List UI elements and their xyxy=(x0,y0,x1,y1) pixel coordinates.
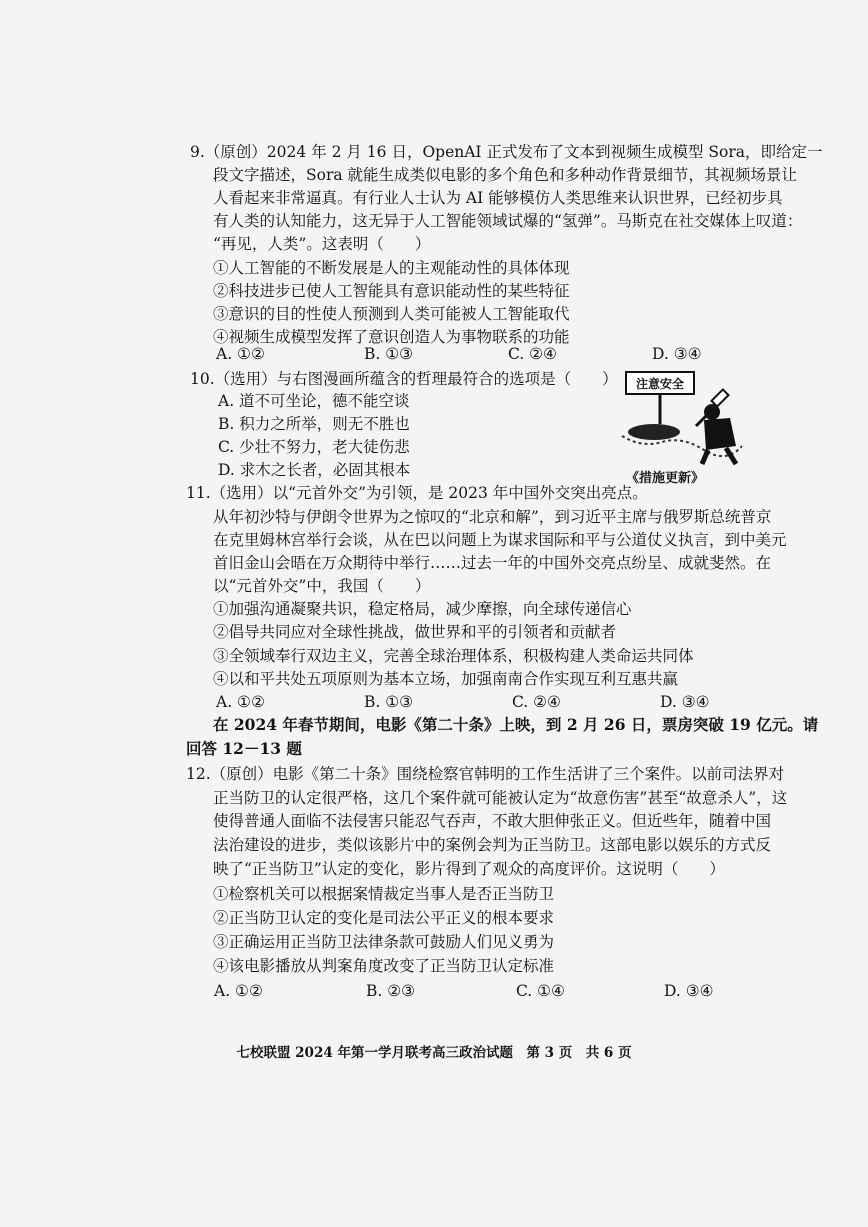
q9-option-b[interactable]: B. ①③ xyxy=(364,345,414,363)
q11-statement: ②倡导共同应对全球性挑战，做世界和平的引领者和贡献者 xyxy=(213,623,617,641)
q10-choice-c[interactable]: C. 少壮不努力，老大徒伤悲 xyxy=(218,438,410,456)
q12-statement: ①检察机关可以根据案情裁定当事人是否正当防卫 xyxy=(213,885,555,903)
q12-stem-line: 12.（原创）电影《第二十条》围绕检察官韩明的工作生活讲了三个案件。以前司法界对 xyxy=(186,765,785,783)
cartoon-hole xyxy=(628,424,680,440)
q9-option-a[interactable]: A. ①② xyxy=(216,345,265,363)
q9-statement: ②科技进步已使人工智能具有意识能动性的某些特征 xyxy=(213,282,570,300)
q12-stem-line: 使得普通人面临不法侵害只能忍气吞声，不敢大胆伸张正义。但近些年，随着中国 xyxy=(213,812,772,830)
intro-line: 回答 12－13 题 xyxy=(186,739,302,758)
q12-option-d[interactable]: D. ③④ xyxy=(664,982,714,1000)
q10-choice-b[interactable]: B. 积力之所举，则无不胜也 xyxy=(218,415,410,433)
q11-option-a[interactable]: A. ①② xyxy=(216,693,265,711)
q9-option-c[interactable]: C. ②④ xyxy=(508,345,557,363)
q11-statement: ④以和平共处五项原则为基本立场，加强南南合作实现互利互惠共赢 xyxy=(213,670,679,688)
q12-stem-line: 法治建设的进步，类似该影片中的案例会判为正当防卫。这部电影以娱乐的方式反 xyxy=(213,836,772,854)
cartoon-caption: 《措施更新》 xyxy=(626,471,705,486)
q9-statement: ③意识的目的性使人预测到人类可能被人工智能取代 xyxy=(213,305,570,323)
cartoon-sign-text: 注意安全 xyxy=(635,377,685,391)
q9-stem-line: 人看起来非常逼真。有行业人士认为 AI 能够模仿人类思维来认识世界，已经初步具 xyxy=(213,189,783,207)
q9-stem-line: 段文字描述，Sora 就能生成类似电影的多个角色和多种动作背景细节，其视频场景让 xyxy=(213,166,798,184)
q11-stem-line: 11.（选用）以“元首外交”为引领，是 2023 年中国外交突出亮点。 xyxy=(186,484,648,502)
q9-statement: ④视频生成模型发挥了意识创造人为事物联系的功能 xyxy=(213,328,570,346)
q10-choice-a[interactable]: A. 道不可坐论，德不能空谈 xyxy=(218,392,410,410)
q11-stem-line: 首旧金山会晤在万众期待中举行……过去一年的中国外交亮点纷呈、成就斐然。在 xyxy=(213,554,772,572)
q11-option-c[interactable]: C. ②④ xyxy=(512,693,561,711)
cartoon-worker-body xyxy=(704,418,736,450)
cartoon-worker-legs xyxy=(702,448,736,464)
intro-line: 在 2024 年春节期间，电影《第二十条》上映，到 2 月 26 日，票房突破 19 亿元。请 xyxy=(213,715,819,734)
q11-statement: ①加强沟通凝聚共识，稳定格局，减少摩擦，向全球传递信心 xyxy=(213,600,632,618)
q9-stem-line: 有人类的认知能力，这无异于人工智能领域试爆的“氢弹”。马斯克在社交媒体上叹道： xyxy=(213,212,803,230)
q12-option-c[interactable]: C. ①④ xyxy=(516,982,565,1000)
q12-statement: ③正确运用正当防卫法律条款可鼓励人们见义勇为 xyxy=(213,933,555,951)
q11-option-b[interactable]: B. ①③ xyxy=(364,693,414,711)
q12-statement: ②正当防卫认定的变化是司法公平正义的根本要求 xyxy=(213,909,555,927)
cartoon-tool-head xyxy=(712,390,729,407)
q10-choice-d[interactable]: D. 求木之长者，必固其根本 xyxy=(218,461,411,479)
q12-stem-line: 映了“正当防卫”认定的变化，影片得到了观众的高度评价。这说明（ ） xyxy=(213,860,725,878)
q11-statement: ③全领域奉行双边主义，完善全球治理体系，积极构建人类命运共同体 xyxy=(213,647,694,665)
q11-stem-line: 以“元首外交”中，我国（ ） xyxy=(213,577,431,595)
q9-stem-line: 9.（原创）2024 年 2 月 16 日，OpenAI 正式发布了文本到视频生成模型 Sora，即给定一 xyxy=(190,143,823,161)
q9-option-d[interactable]: D. ③④ xyxy=(652,345,702,363)
q12-option-b[interactable]: B. ②③ xyxy=(366,982,416,1000)
q10-stem: 10.（选用）与右图漫画所蕴含的哲理最符合的选项是（ ） xyxy=(190,370,618,388)
q11-stem-line: 从年初沙特与伊朗令世界为之惊叹的“北京和解”，到习近平主席与俄罗斯总统普京 xyxy=(213,508,772,526)
q12-option-a[interactable]: A. ①② xyxy=(214,982,263,1000)
q9-statement: ①人工智能的不断发展是人的主观能动性的具体体现 xyxy=(213,259,570,277)
q9-stem-line: “再见，人类”。这表明（ ） xyxy=(213,235,431,253)
page-footer: 七校联盟 2024 年第一学月联考高三政治试题 第 3 页 共 6 页 xyxy=(236,1045,632,1061)
q12-stem-line: 正当防卫的认定很严格，这几个案件就可能被认定为“故意伤害”甚至“故意杀人”，这 xyxy=(213,789,788,807)
safety-cartoon-image xyxy=(612,366,752,476)
q12-statement: ④该电影播放从判案角度改变了正当防卫认定标准 xyxy=(213,957,555,975)
q11-option-d[interactable]: D. ③④ xyxy=(660,693,710,711)
q11-stem-line: 在克里姆林宫举行会谈，从在巴以问题上为谋求国际和平与公道仗义执言，到中美元 xyxy=(213,531,787,549)
